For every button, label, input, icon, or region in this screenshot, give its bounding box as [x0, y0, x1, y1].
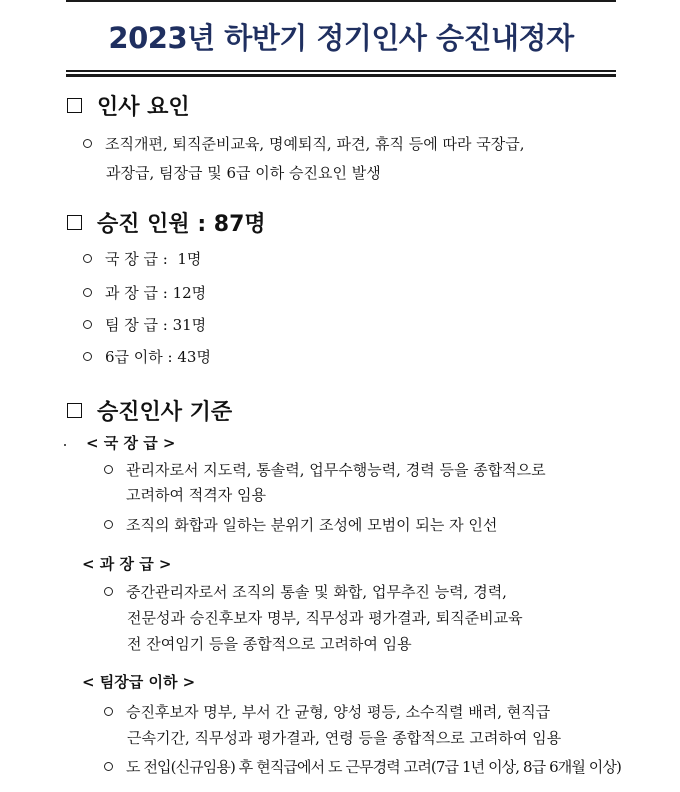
list-item: 관리자로서 지도력, 통솔력, 업무수행능력, 경력 등을 종합적으로	[104, 463, 546, 478]
circle-outline-icon	[104, 587, 113, 596]
section-heading-count	[67, 207, 266, 238]
list-item-continuation: 근속기간, 직무성과 평가결과, 연령 등을 종합적으로 고려하여 임용	[127, 729, 562, 747]
circle-outline-icon	[104, 762, 113, 771]
list-item: 도 전입(신규임용) 후 현직급에서 도 근무경력 고려(7급 1년 이상, 8급 6개월 이상)	[104, 760, 621, 775]
section-title: 승진인사 기준	[97, 400, 233, 425]
list-item-continuation: 전 잔여임기 등을 종합적으로 고려하여 임용	[127, 635, 412, 653]
count-item-manager: 과 장 급 : 12명	[83, 286, 206, 301]
stray-dot	[64, 444, 66, 446]
circle-outline-icon	[83, 352, 92, 361]
list-item: 조직의 화합과 일하는 분위기 조성에 모범이 되는 자 인선	[104, 518, 497, 533]
count-item-team-lead: 팀 장 급 : 31명	[83, 318, 206, 333]
list-item: 승진후보자 명부, 부서 간 균형, 양성 평등, 소수직렬 배려, 현직급	[104, 705, 550, 720]
circle-outline-icon	[104, 465, 113, 474]
circle-outline-icon	[104, 520, 113, 529]
list-item-continuation: 전문성과 승진후보자 명부, 직무성과 평가결과, 퇴직준비교육	[127, 609, 523, 627]
circle-outline-icon	[83, 254, 92, 263]
section-title: 인사 요인	[97, 95, 190, 120]
list-item: 조직개편, 퇴직준비교육, 명예퇴직, 파견, 휴직 등에 따라 국장급,	[83, 137, 524, 152]
square-outline-icon	[67, 215, 82, 230]
circle-outline-icon	[104, 707, 113, 716]
list-item: 중간관리자로서 조직의 통솔 및 화합, 업무추진 능력, 경력,	[104, 585, 507, 600]
square-outline-icon	[67, 403, 82, 418]
square-outline-icon	[67, 98, 82, 113]
circle-outline-icon	[83, 320, 92, 329]
title-box	[66, 0, 616, 72]
group-label-director: < 국 장 급 >	[86, 434, 176, 452]
section-heading-factors	[67, 90, 190, 121]
circle-outline-icon	[83, 139, 92, 148]
circle-outline-icon	[83, 288, 92, 297]
section-heading-criteria	[67, 395, 232, 426]
group-label-manager: < 과 장 급 >	[82, 555, 172, 573]
page-title: 2023년 하반기 정기인사 승진내정자	[108, 21, 574, 55]
group-label-team-lead: < 팀장급 이하 >	[82, 673, 196, 691]
section-title: 승진 인원 : 87명	[97, 212, 266, 237]
list-item-continuation: 과장급, 팀장급 및 6급 이하 승진요인 발생	[106, 164, 381, 182]
count-item-director: 국 장 급 : 1명	[83, 252, 201, 267]
list-item-continuation: 고려하여 적격자 임용	[126, 486, 266, 504]
count-item-grade6: 6급 이하 : 43명	[83, 350, 211, 365]
